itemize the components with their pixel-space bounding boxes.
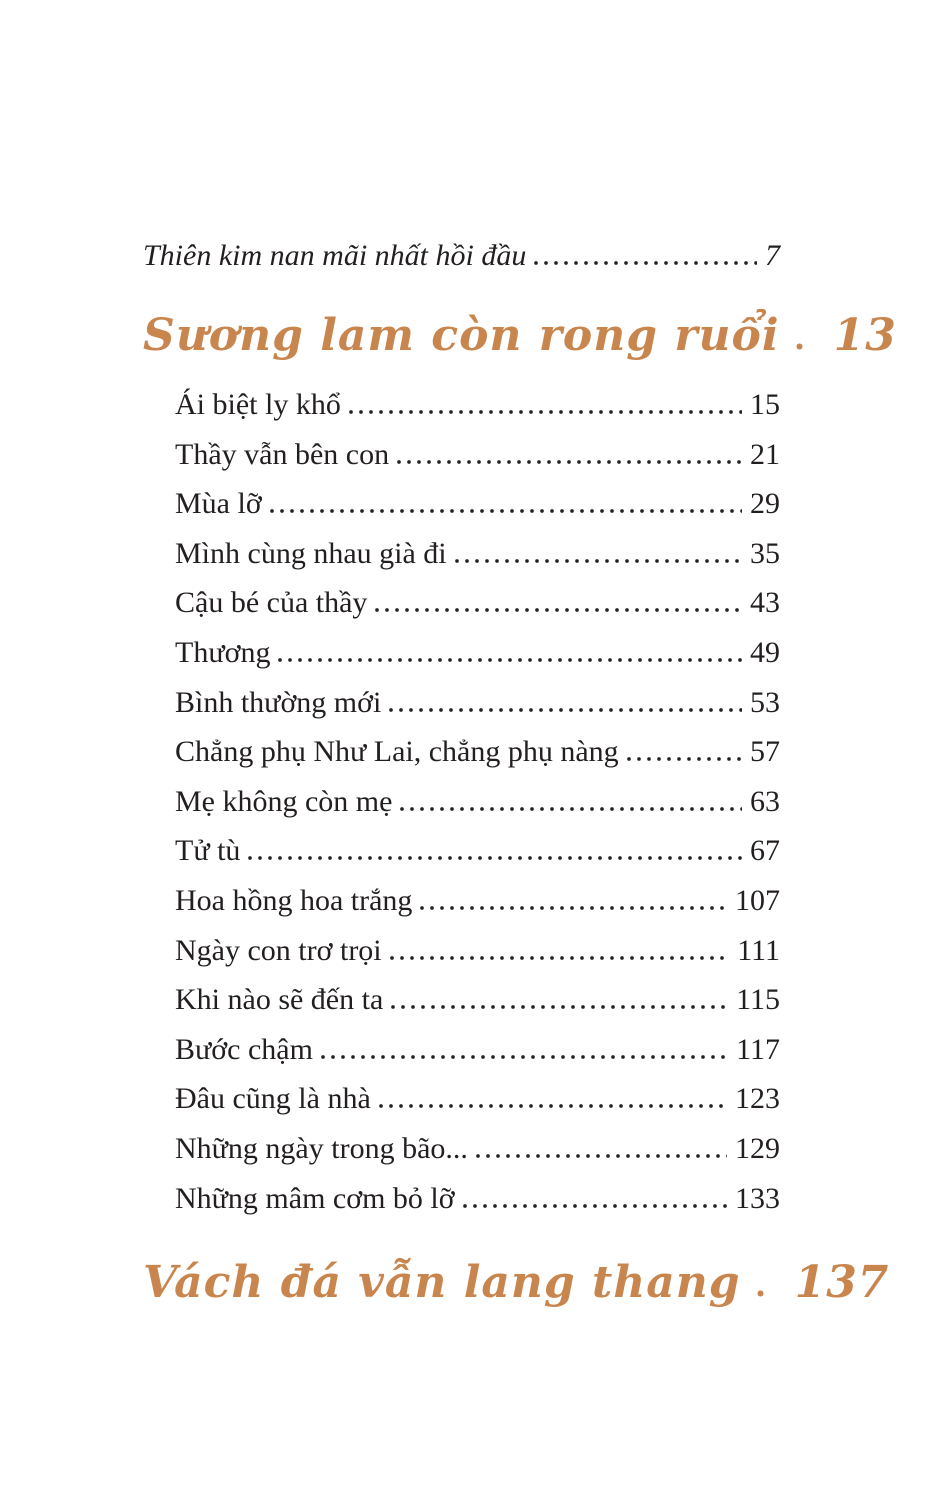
toc-entry-row (143, 727, 780, 777)
dot-leader (379, 1104, 727, 1108)
toc-entry-row (143, 529, 780, 579)
dot-leader (463, 1204, 727, 1208)
toc-entry-row (143, 926, 780, 976)
dot-leader (757, 1290, 781, 1297)
toc-entry-page-number: 7 (765, 239, 780, 272)
dot-leader (420, 906, 727, 910)
toc-entry-row (143, 777, 780, 827)
dot-leader (397, 460, 742, 464)
toc-entry-page-number: 29 (750, 487, 780, 521)
toc-entry-page-number: 67 (750, 834, 780, 868)
toc-entry-row (143, 430, 780, 480)
dot-leader (321, 1055, 728, 1059)
toc-entry-page-number: 137 (794, 1257, 890, 1309)
dot-leader (400, 807, 742, 811)
toc-entry-title: Tử tù (175, 834, 241, 868)
toc-entry-row (143, 1124, 780, 1174)
toc-entry-page-number: 13 (833, 310, 897, 361)
dot-leader (389, 708, 742, 712)
toc-entry-row (143, 1025, 780, 1075)
toc-section-row (143, 1253, 890, 1313)
toc-entry-title: Hoa hồng hoa trắng (175, 883, 413, 917)
table-of-contents (143, 236, 897, 1327)
toc-entry-title: Mùa lỡ (175, 487, 262, 521)
toc-entry-row (143, 1174, 780, 1224)
toc-entry-row (143, 678, 780, 728)
toc-entry-page-number: 15 (750, 388, 780, 421)
toc-entry-page-number: 117 (736, 1032, 780, 1066)
toc-entry-title: Những ngày trong bão... (175, 1131, 468, 1165)
dot-leader (627, 757, 742, 761)
dot-leader (278, 658, 742, 662)
toc-entry-title: Chẳng phụ Như Lai, chẳng phụ nàng (175, 735, 619, 769)
toc-entry-page-number: 123 (735, 1082, 780, 1116)
toc-intro-row (143, 236, 780, 276)
toc-section-title: Vách đá vẫn lang thang (143, 1257, 741, 1309)
toc-entry-title: Thiên kim nan mãi nhất hồi đầu (143, 239, 527, 272)
toc-entry-row (143, 975, 780, 1025)
toc-entry-row (143, 1074, 780, 1124)
toc-section-row (143, 306, 897, 366)
toc-entry-page-number: 57 (750, 735, 780, 769)
toc-entry-title: Thương (175, 635, 271, 669)
toc-entry-page-number: 63 (750, 784, 780, 818)
dot-leader (455, 559, 742, 563)
toc-entry-row (143, 876, 780, 926)
toc-entry-title: Ái biệt ly khổ (175, 388, 341, 421)
toc-entry-title: Mình cùng nhau già đi (175, 536, 447, 570)
dot-leader (534, 261, 757, 265)
dot-leader (796, 343, 820, 350)
toc-entry-page-number: 115 (736, 983, 780, 1017)
toc-entry-row (143, 628, 780, 678)
dot-leader (349, 410, 742, 414)
toc-entry-title: Đâu cũng là nhà (175, 1082, 371, 1116)
toc-entry-title: Ngày con trơ trọi (175, 933, 382, 967)
toc-entry-row (143, 380, 780, 430)
toc-entry-title: Mẹ không còn mẹ (175, 784, 393, 818)
dot-leader (391, 1005, 728, 1009)
dot-leader (375, 608, 742, 612)
dot-leader (476, 1154, 727, 1158)
toc-entry-page-number: 53 (750, 685, 780, 719)
dot-leader (270, 509, 742, 513)
toc-entry-page-number: 35 (750, 536, 780, 570)
toc-entry-page-number: 107 (735, 883, 780, 917)
toc-entry-title: Thầy vẫn bên con (175, 437, 390, 471)
toc-entry-page-number: 133 (735, 1181, 780, 1215)
toc-entry-page-number: 111 (737, 933, 780, 967)
toc-entry-title: Bước chậm (175, 1032, 313, 1066)
toc-entry-title: Khi nào sẽ đến ta (175, 983, 384, 1017)
toc-entry-row (143, 479, 780, 529)
toc-section-title: Sương lam còn rong ruổi (143, 310, 780, 361)
dot-leader (390, 956, 730, 960)
toc-entry-page-number: 129 (735, 1131, 780, 1165)
toc-entry-title: Cậu bé của thầy (175, 586, 368, 620)
toc-entry-row (143, 578, 780, 628)
toc-entry-page-number: 43 (750, 586, 780, 620)
toc-entry-title: Bình thường mới (175, 685, 382, 719)
toc-entry-row (143, 826, 780, 876)
toc-entry-page-number: 21 (750, 437, 780, 471)
toc-entry-page-number: 49 (750, 635, 780, 669)
toc-entry-title: Những mâm cơm bỏ lỡ (175, 1181, 455, 1215)
dot-leader (248, 856, 742, 860)
